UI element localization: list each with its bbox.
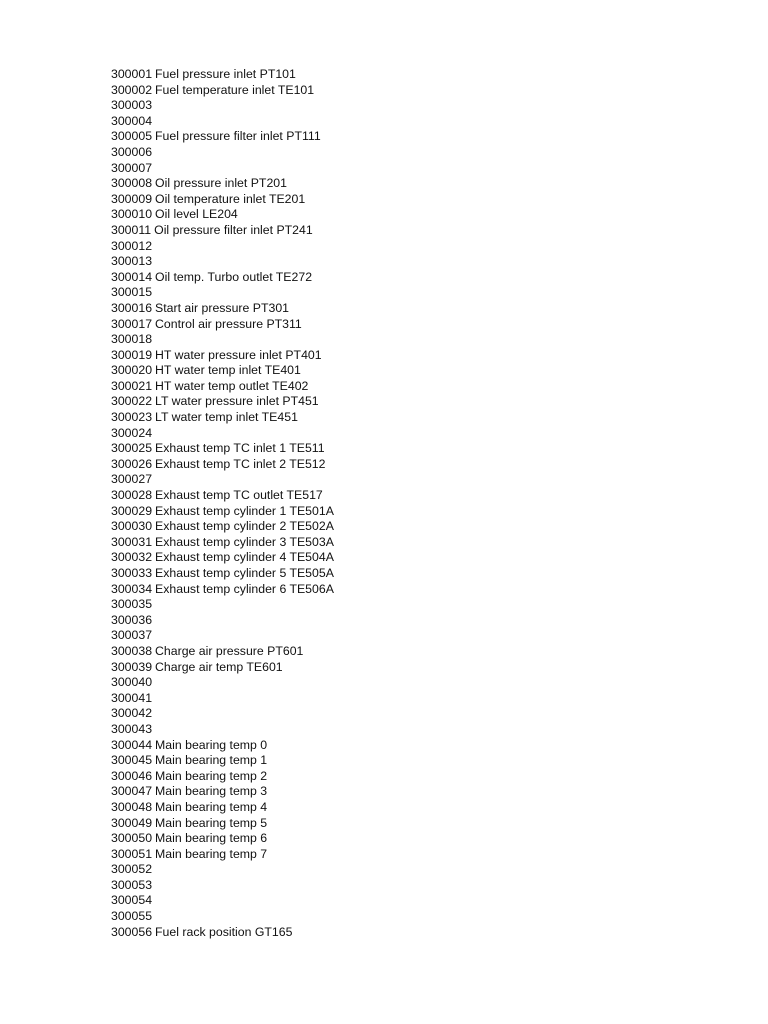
signal-description: LT water pressure inlet PT451 — [155, 394, 319, 409]
signal-code: 300028 — [111, 488, 153, 503]
list-item — [111, 488, 334, 504]
signal-code: 300035 — [111, 597, 153, 612]
signal-code: 300042 — [111, 706, 153, 721]
signal-code: 300025 — [111, 441, 153, 456]
list-item — [111, 925, 334, 941]
list-item — [111, 644, 334, 660]
list-item — [111, 441, 334, 457]
signal-code: 300029 — [111, 503, 153, 518]
signal-code: 300011 — [111, 222, 152, 237]
signal-code: 300031 — [111, 534, 153, 549]
signal-description: LT water temp inlet TE451 — [155, 410, 298, 425]
list-item — [111, 239, 334, 255]
list-item — [111, 394, 334, 410]
signal-description: Charge air pressure PT601 — [155, 643, 304, 658]
signal-code: 300032 — [111, 550, 153, 565]
signal-description: Fuel pressure filter inlet PT111 — [155, 129, 321, 144]
signal-code: 300016 — [111, 300, 153, 315]
signal-code: 300012 — [111, 238, 153, 253]
signal-description: Oil pressure filter inlet PT241 — [154, 222, 313, 237]
list-item — [111, 161, 334, 177]
list-item — [111, 207, 334, 223]
list-item — [111, 363, 334, 379]
signal-code: 300036 — [111, 612, 153, 627]
signal-code: 300038 — [111, 643, 153, 658]
list-item — [111, 706, 334, 722]
list-item — [111, 98, 334, 114]
signal-code: 300024 — [111, 425, 153, 440]
signal-code: 300004 — [111, 113, 153, 128]
signal-description: Control air pressure PT311 — [155, 316, 302, 331]
signal-description: Exhaust temp cylinder 5 TE505A — [155, 566, 334, 580]
list-item — [111, 114, 334, 130]
signal-code: 300046 — [111, 768, 153, 783]
signal-description: Main bearing temp 4 — [155, 799, 268, 814]
signal-description: Exhaust temp TC inlet 2 TE512 — [155, 456, 326, 471]
signal-code: 300003 — [111, 98, 153, 113]
list-item — [111, 550, 334, 566]
list-item — [111, 176, 334, 192]
list-item — [111, 753, 334, 769]
signal-code: 300049 — [111, 815, 153, 830]
signal-code: 300050 — [111, 831, 153, 846]
signal-code: 300021 — [111, 378, 153, 393]
list-item — [111, 223, 334, 239]
list-item — [111, 691, 334, 707]
signal-code: 300052 — [111, 862, 153, 877]
list-item — [111, 192, 334, 208]
list-item — [111, 628, 334, 644]
list-item — [111, 831, 334, 847]
list-item — [111, 379, 334, 395]
signal-description: Oil level LE204 — [155, 207, 238, 222]
signal-code: 300022 — [111, 394, 153, 409]
list-item — [111, 348, 334, 364]
list-item — [111, 613, 334, 629]
list-item — [111, 457, 334, 473]
signal-code: 300044 — [111, 737, 153, 752]
signal-code: 300009 — [111, 191, 153, 206]
list-item — [111, 270, 334, 286]
signal-code: 300037 — [111, 628, 153, 643]
signal-code: 300040 — [111, 675, 153, 690]
signal-description: Oil temperature inlet TE201 — [155, 191, 306, 206]
signal-code: 300023 — [111, 410, 153, 425]
list-item — [111, 597, 334, 613]
list-item — [111, 862, 334, 878]
list-item — [111, 472, 334, 488]
signal-description: Oil temp. Turbo outlet TE272 — [155, 269, 313, 284]
list-item — [111, 784, 334, 800]
signal-code: 300041 — [111, 690, 153, 705]
signal-description: Fuel pressure inlet PT101 — [155, 67, 296, 81]
list-item — [111, 566, 334, 582]
list-item — [111, 426, 334, 442]
list-item — [111, 145, 334, 161]
signal-code: 300033 — [111, 566, 153, 580]
signal-code: 300002 — [111, 82, 153, 97]
list-item — [111, 847, 334, 863]
list-item — [111, 410, 334, 426]
signal-description: Main bearing temp 7 — [155, 846, 268, 861]
signal-description: Main bearing temp 0 — [155, 737, 268, 752]
signal-code: 300019 — [111, 347, 153, 362]
signal-code: 300056 — [111, 924, 153, 939]
signal-description: Exhaust temp cylinder 3 TE503A — [155, 534, 334, 549]
signal-description: HT water pressure inlet PT401 — [155, 347, 322, 362]
signal-code: 300001 — [111, 67, 153, 81]
signal-description: Exhaust temp TC outlet TE517 — [155, 488, 323, 503]
list-item — [111, 816, 334, 832]
signal-code: 300045 — [111, 753, 153, 768]
signal-code: 300007 — [111, 160, 153, 175]
signal-description: Exhaust temp cylinder 1 TE501A — [155, 503, 334, 518]
list-item — [111, 254, 334, 270]
signal-code: 300017 — [111, 316, 153, 331]
signal-code: 300010 — [111, 207, 153, 222]
list-item — [111, 129, 334, 145]
signal-description: Main bearing temp 6 — [155, 831, 268, 846]
list-item — [111, 800, 334, 816]
list-item — [111, 285, 334, 301]
signal-description: Main bearing temp 3 — [155, 784, 268, 799]
signal-list — [111, 67, 334, 940]
list-item — [111, 332, 334, 348]
list-item — [111, 535, 334, 551]
signal-description: Exhaust temp cylinder 4 TE504A — [155, 550, 334, 565]
signal-code: 300026 — [111, 456, 153, 471]
signal-code: 300053 — [111, 877, 153, 892]
signal-description: Fuel temperature inlet TE101 — [155, 82, 315, 97]
signal-description: Start air pressure PT301 — [155, 300, 290, 315]
list-item — [111, 738, 334, 754]
signal-description: Fuel rack position GT165 — [155, 924, 293, 939]
signal-code: 300030 — [111, 519, 153, 534]
list-item — [111, 582, 334, 598]
signal-description: HT water temp inlet TE401 — [155, 363, 301, 378]
signal-code: 300018 — [111, 332, 153, 347]
list-item — [111, 722, 334, 738]
list-item — [111, 893, 334, 909]
list-item — [111, 83, 334, 99]
signal-code: 300015 — [111, 285, 153, 300]
signal-description: Exhaust temp cylinder 2 TE502A — [155, 519, 334, 534]
signal-description: Main bearing temp 1 — [155, 753, 268, 768]
list-item — [111, 317, 334, 333]
signal-code: 300013 — [111, 254, 153, 269]
list-item — [111, 660, 334, 676]
signal-description: HT water temp outlet TE402 — [155, 378, 309, 393]
list-item — [111, 769, 334, 785]
list-item — [111, 675, 334, 691]
signal-description: Main bearing temp 5 — [155, 815, 268, 830]
signal-code: 300034 — [111, 581, 153, 596]
list-item — [111, 504, 334, 520]
signal-code: 300054 — [111, 893, 153, 908]
signal-code: 300006 — [111, 144, 153, 159]
signal-code: 300047 — [111, 784, 153, 799]
signal-description: Oil pressure inlet PT201 — [155, 176, 287, 191]
signal-code: 300020 — [111, 363, 153, 378]
signal-code: 300039 — [111, 659, 153, 674]
signal-code: 300014 — [111, 269, 153, 284]
signal-code: 300027 — [111, 472, 153, 487]
signal-code: 300005 — [111, 129, 153, 144]
signal-description: Main bearing temp 2 — [155, 768, 268, 783]
signal-description: Charge air temp TE601 — [155, 659, 283, 674]
list-item — [111, 519, 334, 535]
list-item — [111, 878, 334, 894]
signal-code: 300043 — [111, 721, 153, 736]
signal-description: Exhaust temp cylinder 6 TE506A — [155, 581, 334, 596]
list-item — [111, 67, 334, 83]
signal-description: Exhaust temp TC inlet 1 TE511 — [155, 441, 325, 456]
list-item — [111, 301, 334, 317]
signal-code: 300048 — [111, 799, 153, 814]
list-item — [111, 909, 334, 925]
signal-code: 300051 — [111, 846, 153, 861]
signal-code: 300008 — [111, 176, 153, 191]
signal-code: 300055 — [111, 909, 153, 924]
